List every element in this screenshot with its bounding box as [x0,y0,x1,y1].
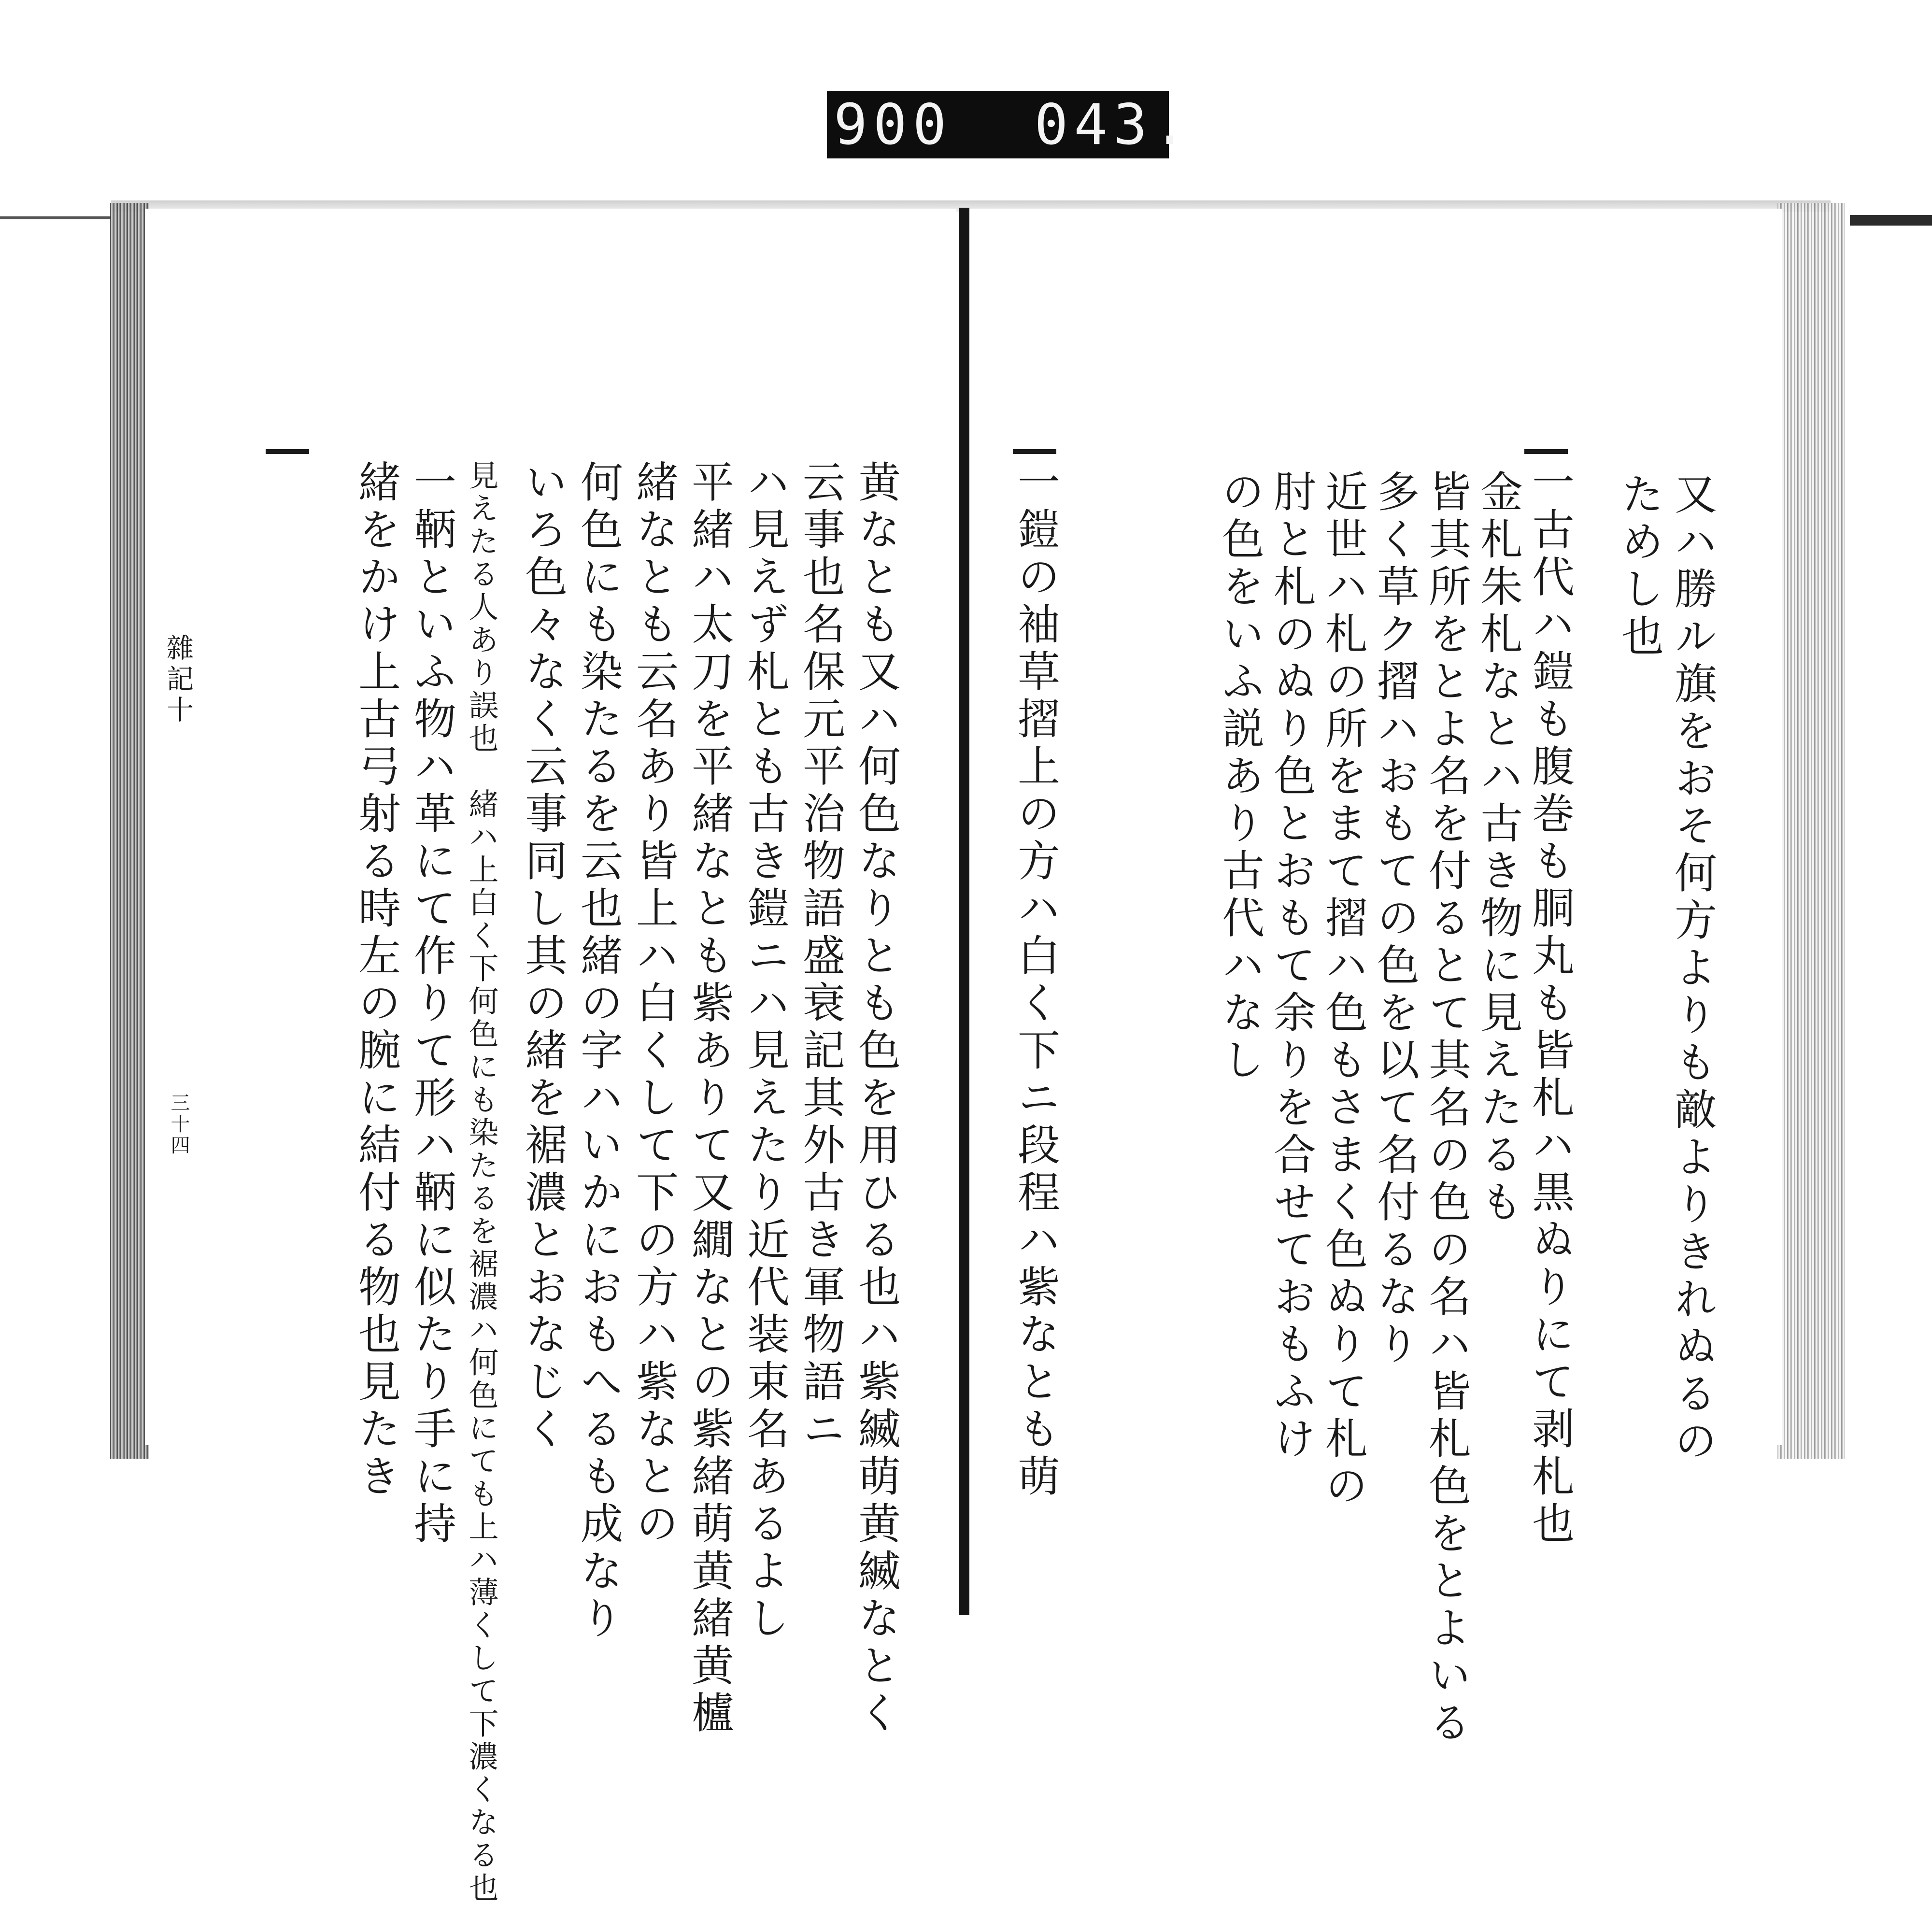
text-column: 皆其所をとよ名を付るとて其名の色の名ハ皆札色をとよいる [1422,469,1472,1748]
text-column: 緒をかけ上古弓射る時左の腕に結付る物也見たき [352,460,401,1501]
item-marker [1524,449,1568,454]
text-column: の色をいふ説あり古代ハなし [1215,469,1265,1085]
text-column: 肘と札のぬり色とおもて余りを合せておもふけ [1267,469,1317,1464]
text-column: 多く草ク摺ハおもての色を以て名付るなり [1370,469,1420,1369]
item-marker [1013,449,1056,454]
text-column: 何色にも染たるを云也緒の字ハいかにおもへるも成なり [574,460,624,1643]
text-column: 一古代ハ鎧も腹巻も胴丸も皆札ハ黒ぬりにて剥札也 [1525,460,1575,1549]
text-column: 金札朱札なとハ古き物に見えたるも [1474,469,1523,1227]
text-column: 又ハ勝ル旗をおそ何方よりも敵よりきれぬるの [1668,472,1718,1466]
frame-number: 043. [1034,92,1193,157]
text-column: 見えたる人あり誤也 緒ハ上白く下何色にも染たるを裾濃ハ何色にても上ハ薄くして下濃くなる也 [464,460,499,1905]
right-page-edges [1777,203,1845,1459]
text-column: 緒なとも云名あり皆上ハ白くして下の方ハ紫なとの [629,460,679,1549]
right-cover-edge [1850,215,1932,226]
item-marker [266,449,309,454]
text-column: 一鞆といふ物ハ革にて作りて形ハ鞆に似たり手に持 [407,460,457,1549]
page-number: 三十四 [168,1093,190,1156]
running-head: 雜記十 [162,634,194,726]
text-column: 平緒ハ太刀を平緒なとも紫ありて又繝なとの紫緒萌黄緒黄櫨 [685,460,735,1738]
text-column: 黄なとも又ハ何色なりとも色を用ひる也ハ紫縅萌黄縅なとく [852,460,901,1738]
left-page [145,209,956,1905]
text-column: 一鎧の袖草摺上の方ハ白く下ニ段程ハ紫なとも萌 [1011,460,1061,1501]
text-column: ハ見えず札とも古き鎧ニハ見えたり近代装束名あるよし [740,460,790,1643]
right-page [966,209,1782,1748]
frame-number-label [827,91,1193,158]
text-column: いろ色々なく云事同し其の緒を裾濃とおなじく [518,460,568,1454]
text-column: ためし也 [1615,472,1664,661]
left-cover-edge [0,216,111,219]
text-column: 云事也名保元平治物語盛衰記其外古き軍物語ニ [796,460,846,1454]
left-page-edges [110,203,149,1459]
text-column: 近世ハ札の所をまて摺ハ色もさまく色ぬりて札の [1319,469,1368,1511]
binding-gutter [959,208,969,1615]
reel-number: 900 [834,92,952,157]
binding-stub [960,1449,969,1615]
